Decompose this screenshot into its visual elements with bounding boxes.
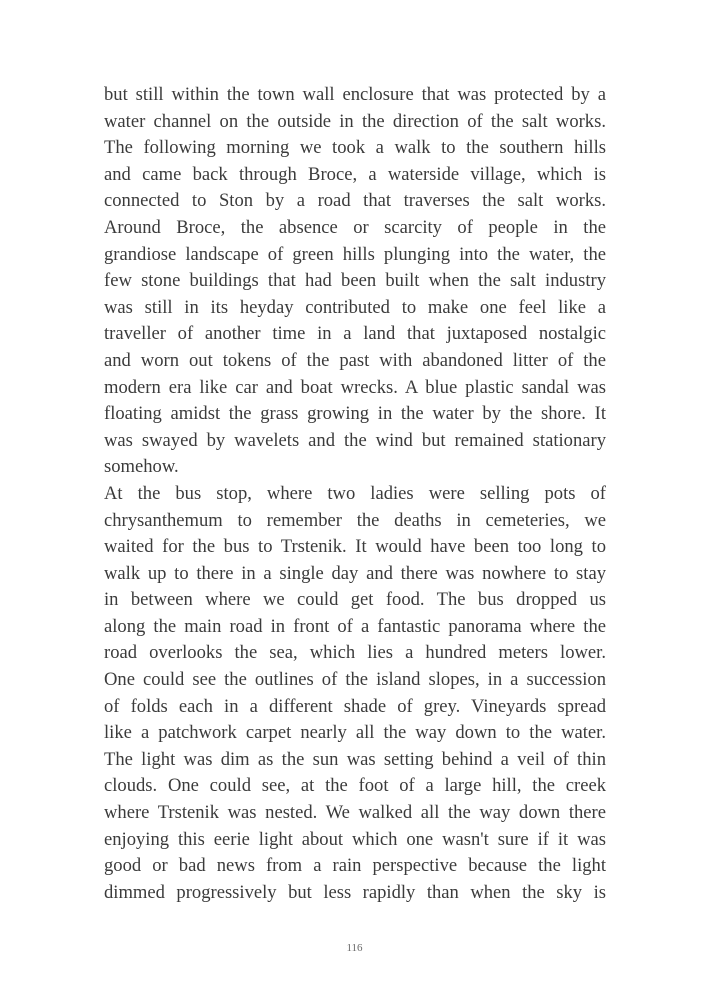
text-line: One could see the outlines of the island slopes, in a succession	[104, 669, 606, 691]
text-line: and came back through Broce, a waterside village, which is	[104, 163, 606, 185]
text-line: clouds. One could see, at the foot of a large hill, the creek	[104, 775, 606, 797]
text-line: grandiose landscape of green hills plunging into the water, the	[104, 243, 606, 265]
text-line: road overlooks the sea, which lies a hundred meters lower.	[104, 642, 606, 664]
text-line: where Trstenik was nested. We walked all the way down there	[104, 802, 606, 824]
text-line: modern era like car and boat wrecks. A blue plastic sandal was	[104, 376, 606, 398]
text-line: somehow.	[104, 456, 179, 478]
text-line: like a patchwork carpet nearly all the way down to the water.	[104, 722, 606, 744]
text-line: floating amidst the grass growing in the water by the shore. It	[104, 403, 606, 425]
text-line: waited for the bus to Trstenik. It would have been too long to	[104, 536, 606, 558]
text-line: traveller of another time in a land that juxtaposed nostalgic	[104, 323, 606, 345]
text-line: but still within the town wall enclosure that was protected by a	[104, 84, 606, 105]
page-number: 116	[346, 942, 363, 954]
text-line: and worn out tokens of the past with abandoned litter of the	[104, 349, 606, 371]
text-line: Around Broce, the absence or scarcity of people in the	[104, 216, 606, 238]
text-line: in between where we could get food. The bus dropped us	[104, 589, 606, 611]
text-line: The light was dim as the sun was setting behind a veil of thin	[104, 748, 606, 770]
text-line: dimmed progressively but less rapidly than when the sky is	[104, 881, 606, 903]
text-line: walk up to there in a single day and there was nowhere to stay	[104, 562, 606, 584]
text-line: few stone buildings that had been built when the salt industry	[104, 270, 606, 292]
text-line: good or bad news from a rain perspective because the light	[104, 855, 606, 877]
body-text	[104, 82, 606, 906]
text-line: was swayed by wavelets and the wind but remained stationary	[104, 429, 606, 451]
text-line: of folds each in a different shade of grey. Vineyards spread	[104, 695, 606, 717]
text-line: along the main road in front of a fantastic panorama where the	[104, 615, 606, 637]
text-line: chrysanthemum to remember the deaths in cemeteries, we	[104, 509, 606, 531]
text-line: The following morning we took a walk to the southern hills	[104, 137, 606, 159]
text-line: enjoying this eerie light about which one wasn't sure if it was	[104, 828, 606, 850]
text-line: was still in its heyday contributed to make one feel like a	[104, 296, 606, 318]
text-line: water channel on the outside in the direction of the salt works.	[104, 110, 606, 132]
text-line: At the bus stop, where two ladies were selling pots of	[104, 482, 606, 504]
text-line: connected to Ston by a road that traverses the salt works.	[104, 190, 606, 212]
